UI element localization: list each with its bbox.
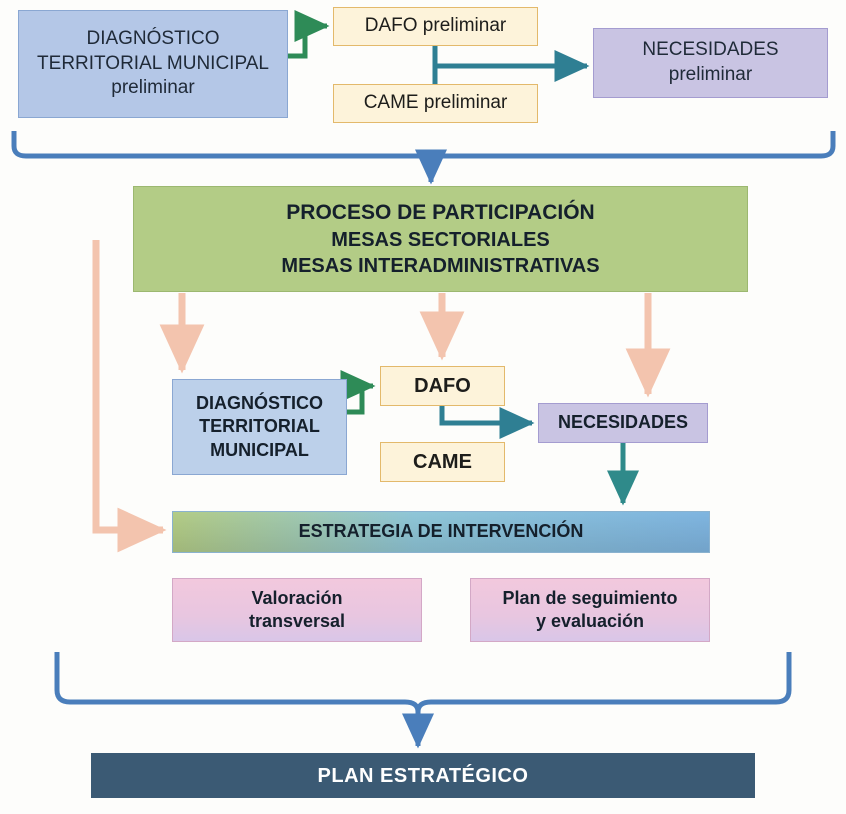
node-line-1: DIAGNÓSTICO [195, 392, 323, 413]
node-label: PLAN ESTRATÉGICO [317, 764, 529, 787]
node-line-1: PROCESO DE PARTICIPACIÓN [286, 201, 595, 225]
node-plan-de-seguimiento-y-evaluacion [470, 578, 710, 642]
node-line-2: TERRITORIAL MUNICIPAL [37, 52, 269, 74]
node-valoracion-transversal [172, 578, 422, 642]
node-line-3: MUNICIPAL [210, 439, 309, 460]
node-diagnostico-territorial-municipal [172, 379, 347, 475]
node-line-3: preliminar [111, 77, 195, 99]
node-line-1: DIAGNÓSTICO [86, 27, 220, 49]
node-label: NECESIDADES [557, 412, 689, 433]
node-diagnostico-territorial-municipal-preliminar [18, 10, 288, 118]
node-label: CAME [413, 451, 472, 473]
node-line-2: preliminar [668, 64, 753, 85]
node-line-2: transversal [248, 611, 346, 631]
node-label: DAFO [414, 375, 471, 397]
node-line-2: TERRITORIAL [199, 416, 320, 437]
node-label: DAFO preliminar [364, 15, 507, 37]
node-line-1: NECESIDADES [642, 39, 779, 61]
node-estrategia-de-intervencion [172, 511, 710, 553]
node-came-preliminar [333, 84, 538, 123]
node-line-2: MESAS SECTORIALES [331, 228, 550, 251]
node-line-1: Plan de seguimiento [502, 587, 678, 608]
node-label: ESTRATEGIA DE INTERVENCIÓN [298, 521, 584, 542]
node-necesidades [538, 403, 708, 443]
node-line-1: Valoración [251, 587, 343, 608]
node-label: CAME preliminar [363, 92, 508, 114]
node-necesidades-preliminar [593, 28, 828, 98]
node-plan-estrategico [91, 753, 755, 798]
node-proceso-de-participacion [133, 186, 748, 292]
node-dafo-preliminar [333, 7, 538, 46]
node-came [380, 442, 505, 482]
node-line-2: y evaluación [535, 611, 645, 631]
node-line-3: MESAS INTERADMINISTRATIVAS [281, 254, 600, 277]
node-dafo [380, 366, 505, 406]
